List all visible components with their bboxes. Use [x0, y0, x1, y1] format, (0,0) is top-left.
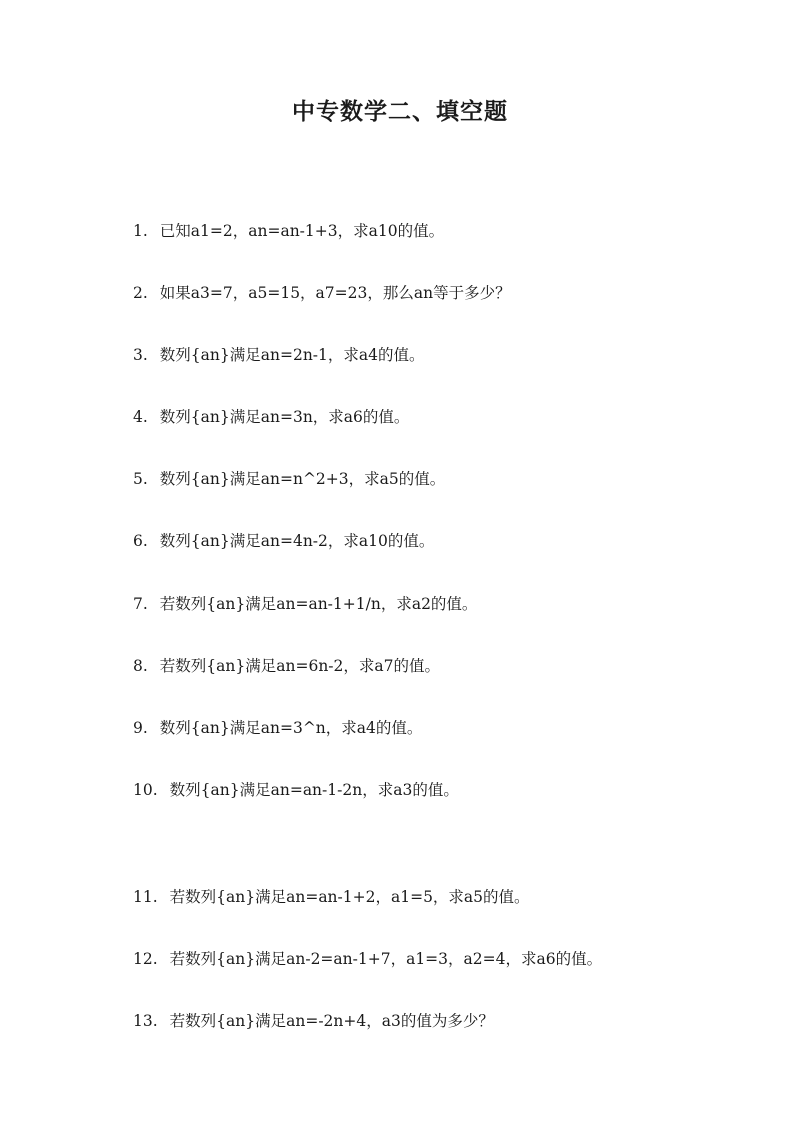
question-text: 数列{an}满足an=n^2+3，求a5的值。 [159, 470, 446, 488]
question-number: 7. [133, 595, 148, 613]
question-item [133, 717, 422, 739]
question-number: 12. [133, 950, 158, 968]
question-item [133, 220, 444, 242]
question-text: 若数列{an}满足an=an-1+2，a1=5，求a5的值。 [169, 888, 530, 906]
question-number: 6. [133, 532, 148, 550]
question-text: 数列{an}满足an=3^n，求a4的值。 [159, 719, 423, 737]
question-text: 已知a1=2，an=an-1+3，求a10的值。 [159, 222, 445, 240]
question-item [133, 948, 602, 970]
question-number: 8. [133, 657, 148, 675]
question-number: 4. [133, 408, 148, 426]
question-text: 数列{an}满足an=3n，求a6的值。 [159, 408, 410, 426]
question-number: 3. [133, 346, 148, 364]
question-number: 2. [133, 284, 148, 302]
question-text: 若数列{an}满足an=6n-2，求a7的值。 [159, 657, 441, 675]
question-text: 若数列{an}满足an-2=an-1+7，a1=3，a2=4，求a6的值。 [169, 950, 603, 968]
question-number: 5. [133, 470, 148, 488]
question-item [133, 593, 477, 615]
question-item [133, 655, 440, 677]
question-text: 数列{an}满足an=4n-2，求a10的值。 [159, 532, 435, 550]
page-title: 中专数学二、填空题 [292, 98, 508, 125]
question-item [133, 344, 425, 366]
question-number: 11. [133, 888, 158, 906]
question-text: 数列{an}满足an=an-1-2n，求a3的值。 [169, 781, 459, 799]
question-text: 数列{an}满足an=2n-1，求a4的值。 [159, 346, 425, 364]
question-item [133, 779, 459, 801]
question-item [133, 886, 530, 908]
question-text: 如果a3=7，a5=15，a7=23，那么an等于多少？ [159, 284, 511, 302]
question-item [133, 530, 434, 552]
question-number: 9. [133, 719, 148, 737]
question-item [133, 282, 511, 304]
question-item [133, 406, 409, 428]
question-number: 10. [133, 781, 158, 799]
question-text: 若数列{an}满足an=-2n+4，a3的值为多少？ [169, 1012, 494, 1030]
question-item [133, 468, 445, 490]
question-text: 若数列{an}满足an=an-1+1/n，求a2的值。 [159, 595, 478, 613]
question-number: 13. [133, 1012, 158, 1030]
question-number: 1. [133, 222, 148, 240]
question-item [133, 1010, 494, 1032]
